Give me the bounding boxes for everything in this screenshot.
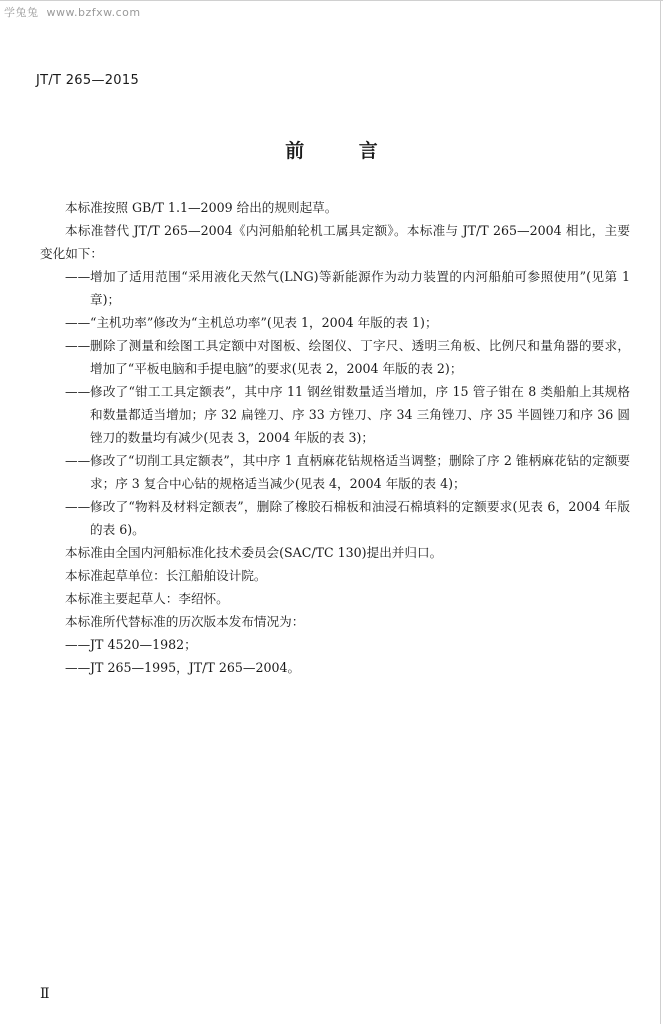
paragraph: 本标准所代替标准的历次版本发布情况为： <box>65 614 305 629</box>
change-list-item <box>40 380 630 449</box>
watermark <box>4 4 141 20</box>
foreword-body <box>40 196 630 679</box>
page-top-border <box>0 0 663 1</box>
dash-mark: —— <box>65 637 91 652</box>
dash-mark: —— <box>65 384 91 399</box>
change-text: 修改了“物料及材料定额表”，删除了橡胶石棉板和油浸石棉填料的定额要求(见表 6，2004 年版的表 6)。 <box>90 499 630 537</box>
change-list-item <box>40 495 630 541</box>
page-title: 前 言 <box>285 140 402 162</box>
history-text: JT 4520—1982； <box>90 637 197 652</box>
dash-mark: —— <box>65 499 91 514</box>
change-list-item <box>40 265 630 311</box>
change-list-item <box>40 334 630 380</box>
dash-mark: —— <box>65 315 91 330</box>
dash-mark: —— <box>65 269 91 284</box>
dash-mark: —— <box>65 660 91 675</box>
history-list-item <box>40 656 630 679</box>
history-text: JT 265—1995，JT/T 265—2004。 <box>90 660 301 675</box>
dash-mark: —— <box>65 338 91 353</box>
paragraph: 本标准由全国内河船标准化技术委员会(SAC/TC 130)提出并归口。 <box>65 545 443 560</box>
change-text: 修改了“钳工工具定额表”，其中序 11 钢丝钳数量适当增加，序 15 管子钳在 8 类船舶上其规格和数量都适当增加；序 32 扁锉刀、序 33 方锉刀、序 34 三角锉刀、序 35 半圆锉刀和序 36 圆锉刀的数量均有减少(见表 3，2004 年版的表 3)； <box>90 384 630 445</box>
change-list-item <box>40 311 630 334</box>
watermark-site-name: 学兔兔 <box>4 6 39 19</box>
standard-code: JT/T 265—2015 <box>36 73 140 88</box>
change-text: 增加了适用范围“采用液化天然气(LNG)等新能源作为动力装置的内河船舶可参照使用”(见第 1 章)； <box>90 269 630 307</box>
change-list-item <box>40 449 630 495</box>
paragraph: 本标准主要起草人：李绍怀。 <box>65 591 229 606</box>
change-text: 修改了“切削工具定额表”，其中序 1 直柄麻花钻规格适当调整；删除了序 2 锥柄麻花钻的定额要求；序 3 复合中心钻的规格适当减少(见表 4，2004 年版的表 4)； <box>90 453 630 491</box>
change-text: “主机功率”修改为“主机总功率”(见表 1，2004 年版的表 1)； <box>90 315 438 330</box>
paragraph: 本标准替代 JT/T 265—2004《内河船舶轮机工属具定额》。本标准与 JT/T 265—2004 相比，主要变化如下： <box>40 223 630 261</box>
dash-mark: —— <box>65 453 91 468</box>
change-text: 删除了测量和绘图工具定额中对图板、绘图仪、丁字尺、透明三角板、比例尺和量角器的要求，增加了“平板电脑和手提电脑”的要求(见表 2，2004 年版的表 2)； <box>90 338 630 376</box>
paragraph: 本标准按照 GB/T 1.1—2009 给出的规则起草。 <box>65 200 338 215</box>
paragraph: 本标准起草单位：长江船舶设计院。 <box>65 568 267 583</box>
page-number: Ⅱ <box>40 986 50 1002</box>
watermark-url: www.bzfxw.com <box>46 6 141 19</box>
history-list-item <box>40 633 630 656</box>
